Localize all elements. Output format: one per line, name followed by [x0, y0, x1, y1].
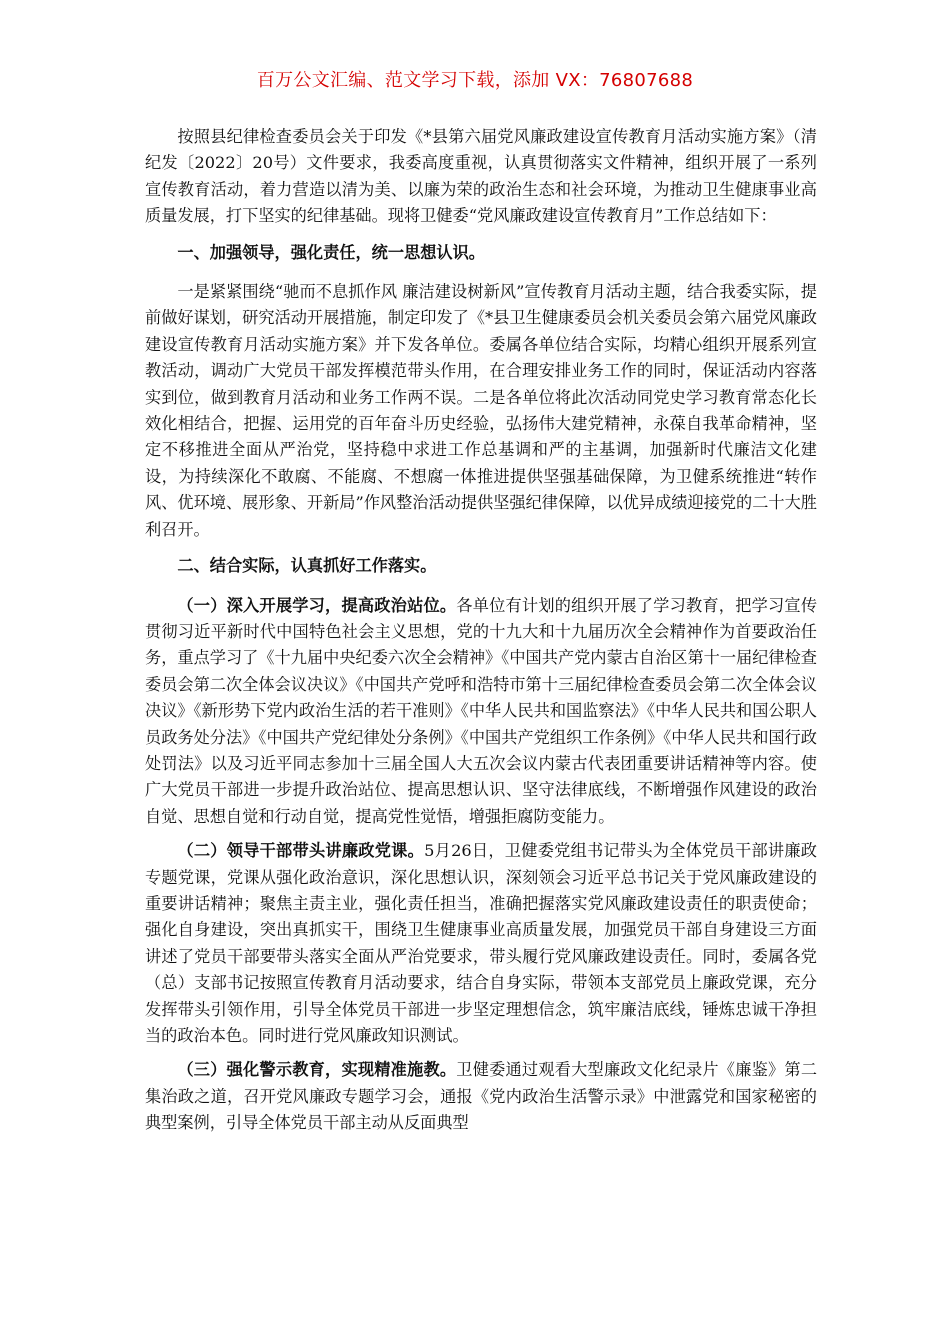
section-2-item-3-lead: （三）强化警示教育，实现精准施教。: [177, 1060, 457, 1080]
section-1-heading-text: 一、加强领导，强化责任，统一思想认识。: [177, 242, 485, 262]
section-2-item-1-body: 各单位有计划的组织开展了学习教育，把学习宣传贯彻习近平新时代中国特色社会主义思想，党的十九大和十九届历次全会精神作为首要政治任务，重点学习了《十九届中央纪委六次全会精神》《中国共产党内蒙古自治区第十一届纪律检查委员会第二次全体会议决议》《中国共产党呼和浩特市第十三届纪律检查委员会第二次全体会议决议》《新形势下党内政治生活的若干准则》《中华人民共和国监察法》《中华人民共和国公职人员政务处分法》《中国共产党纪律处分条例》《中国共产党组织工作条例》《中华人民共和国行政处罚法》以及习近平同志参加十三届全国人大五次会议内蒙古代表团重要讲话精神等内容。使广大党员干部进一步提升政治站位、提高思想认识、坚守法律底线，不断增强作风建设的政治自觉、思想自觉和行动自觉，提高党性觉悟，增强拒腐防变能力。: [145, 595, 818, 826]
section-2-item-1-paragraph: [145, 593, 817, 831]
section-1-paragraph: 一是紧紧围绕“驰而不息抓作风 廉洁建设树新风”宣传教育月活动主题，结合我委实际，提前做好谋划，研究活动开展措施，制定印发了《*县卫生健康委员会机关委员会第六届党风廉政建设宣传教育月活动实施方案》并下发各单位。委属各单位结合实际，均精心组织开展系列宣教活动，调动广大党员干部发挥模范带头作用，在合理安排业务工作的同时，保证活动内容落实到位，做到教育月活动和业务工作两不误。二是各单位将此次活动同党史学习教育常态化长效化相结合，把握、运用党的百年奋斗历史经验，弘扬伟大建党精神，永葆自我革命精神，坚定不移推进全面从严治党，坚持稳中求进工作总基调和严的主基调，加强新时代廉洁文化建设，为持续深化不敢腐、不能腐、不想腐一体推进提供坚强基础保障，为卫健系统推进“转作风、优环境、展形象、开新局”作风整治活动提供坚强纪律保障，以优异成绩迎接党的二十大胜利召开。: [145, 282, 817, 539]
section-2-item-2-body: 5月26日，卫健委党组书记带头为全体党员干部讲廉政专题党课，党课从强化政治意识，深化思想认识，深刻领会习近平总书记关于党风廉政建设的重要讲话精神；聚焦主责主业，强化责任担当，准确把握落实党风廉政建设责任的职责使命；强化自身建设，突出真抓实干，围绕卫生健康事业高质量发展，加强党员干部自身建设三方面讲述了党员干部要带头落实全面从严治党要求，带头履行党风廉政建设责任。同时，委属各党（总）支部书记按照宣传教育月活动要求，结合自身实际，带领本支部党员上廉政党课，充分发挥带头引领作用，引导全体党员干部进一步坚定理想信念，筑牢廉洁底线，锤炼忠诚干净担当的政治本色。同时进行党风廉政知识测试。: [145, 841, 817, 1045]
document-body: [145, 124, 817, 1145]
section-2-item-1-lead: （一）深入开展学习，提高政治站位。: [177, 595, 457, 615]
section-2-item-2-lead: （二）领导干部带头讲廉政党课。: [177, 841, 425, 861]
section-2-heading-text: 二、结合实际，认真抓好工作落实。: [177, 556, 437, 576]
section-2-item-2-paragraph: [145, 838, 817, 1049]
section-2-item-3-paragraph: [145, 1057, 817, 1136]
section-2-item-3-body: 卫健委通过观看大型廉政文化纪录片《廉鉴》第二集治政之道，召开党风廉政专题学习会，通报《党内政治生活警示录》中泄露党和国家秘密的典型案例，引导全体党员干部主动从反面典型: [145, 1060, 818, 1133]
section-1-heading: [145, 240, 817, 266]
section-2-heading: [145, 553, 817, 579]
promo-banner: 百万公文汇编、范文学习下载，添加 VX：76807688: [256, 70, 694, 91]
intro-paragraph: 按照县纪律检查委员会关于印发《*县第六届党风廉政建设宣传教育月活动实施方案》（清纪发〔2022〕20号）文件要求，我委高度重视，认真贯彻落实文件精神，组织开展了一系列宣传教育活动，着力营造以清为美、以廉为荣的政治生态和社会环境，为推动卫生健康事业高质量发展，打下坚实的纪律基础。现将卫健委“党风廉政建设宣传教育月”工作总结如下：: [145, 127, 817, 226]
